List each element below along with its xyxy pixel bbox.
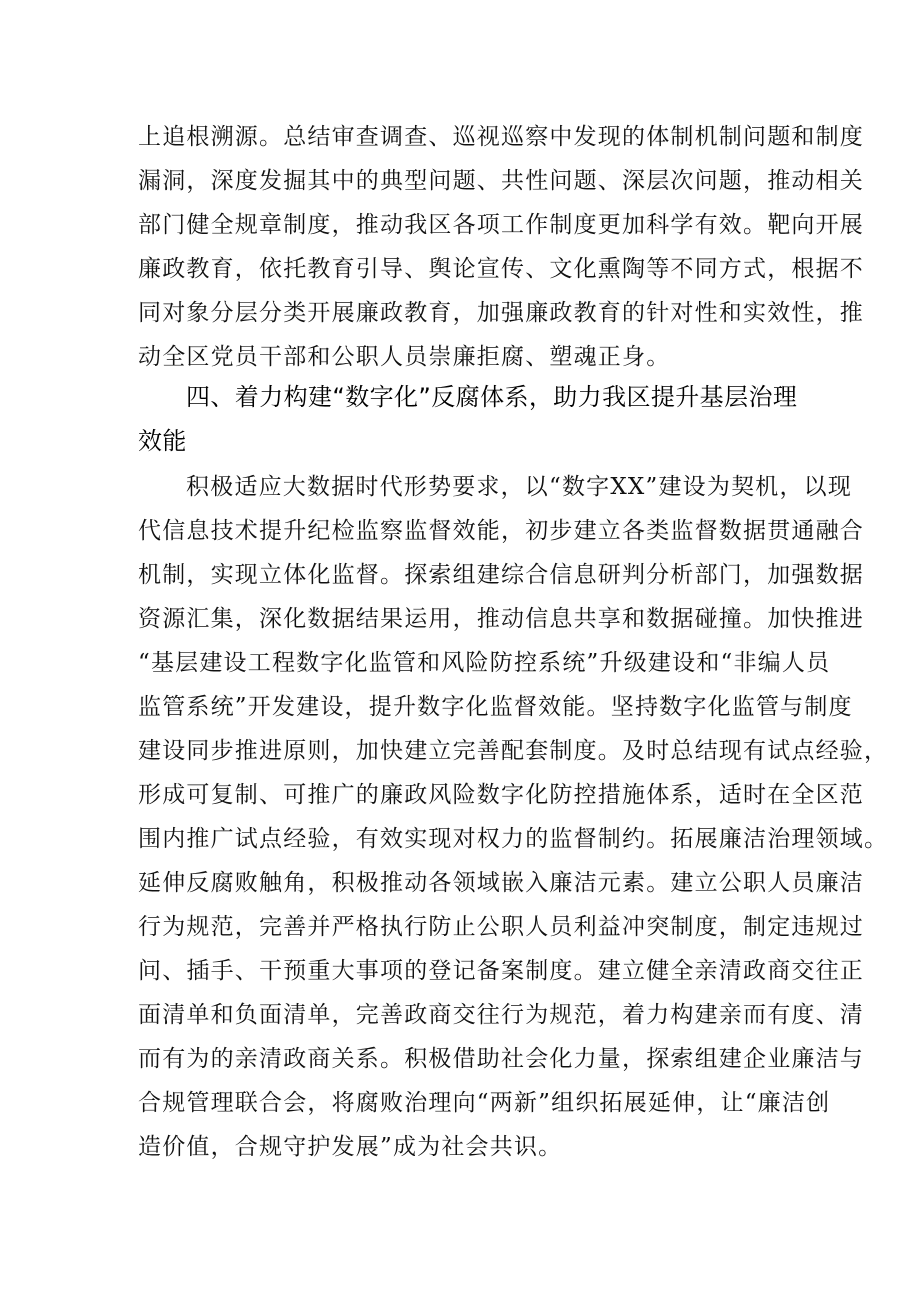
section-heading-line: 四、着力构建“数字化”反腐体系，助力我区提升基层治理 (186, 383, 798, 411)
paragraph-line: 而有为的亲清政商关系。积极借助社会化力量，探索组建企业廉洁与 (138, 1046, 864, 1072)
paragraph-line: 漏洞，深度发掘其中的典型问题、共性问题、深层次问题，推动相关 (138, 168, 864, 194)
paragraph-line: 代信息技术提升纪检监察监督效能，初步建立各类监督数据贯通融合 (138, 518, 864, 544)
paragraph-line: 合规管理联合会，将腐败治理向“两新”组织拓展延伸，让“廉洁创 (138, 1090, 831, 1116)
paragraph-line: 同对象分层分类开展廉政教育，加强廉政教育的针对性和实效性，推 (138, 300, 864, 326)
paragraph-line: 延伸反腐败触角，积极推动各领域嵌入廉洁元素。建立公职人员廉洁 (138, 870, 864, 896)
section-heading (138, 375, 798, 463)
paragraph-line: 积极适应大数据时代形势要求，以“数字XX”建设为契机，以现 (186, 474, 853, 500)
paragraph-line: 机制，实现立体化监督。探索组建综合信息研判分析部门，加强数据 (138, 562, 864, 588)
paragraph-line: “基层建设工程数字化监管和风险防控系统”升级建设和“非编人员 (138, 650, 831, 676)
paragraph-continuation (138, 115, 864, 379)
paragraph-line: 动全区党员干部和公职人员崇廉拒腐、塑魂正身。 (138, 344, 671, 370)
paragraph-line: 上追根溯源。总结审查调查、巡视巡察中发现的体制机制问题和制度 (138, 124, 864, 150)
paragraph-line: 面清单和负面清单，完善政商交往行为规范，着力构建亲而有度、清 (138, 1002, 864, 1028)
paragraph-line: 廉政教育，依托教育引导、舆论宣传、文化熏陶等不同方式，根据不 (138, 256, 864, 282)
paragraph-line: 问、插手、干预重大事项的登记备案制度。建立健全亲清政商交往正 (138, 958, 864, 984)
paragraph-line: 资源汇集，深化数据结果运用，推动信息共享和数据碰撞。加快推进 (138, 606, 864, 632)
paragraph-line: 造价值，合规守护发展”成为社会共识。 (138, 1134, 563, 1160)
paragraph-line: 行为规范，完善并严格执行防止公职人员利益冲突制度，制定违规过 (138, 914, 864, 940)
section-body-paragraph (138, 465, 889, 1169)
section-heading-line: 效能 (138, 427, 187, 455)
paragraph-line: 监管系统”开发建设，提升数字化监督效能。坚持数字化监管与制度 (138, 694, 853, 720)
paragraph-line: 建设同步推进原则，加快建立完善配套制度。及时总结现有试点经验， (138, 738, 889, 764)
paragraph-line: 围内推广试点经验，有效实现对权力的监督制约。拓展廉洁治理领域。 (138, 826, 889, 852)
paragraph-line: 形成可复制、可推广的廉政风险数字化防控措施体系，适时在全区范 (138, 782, 864, 808)
paragraph-line: 部门健全规章制度，推动我区各项工作制度更加科学有效。靶向开展 (138, 212, 864, 238)
